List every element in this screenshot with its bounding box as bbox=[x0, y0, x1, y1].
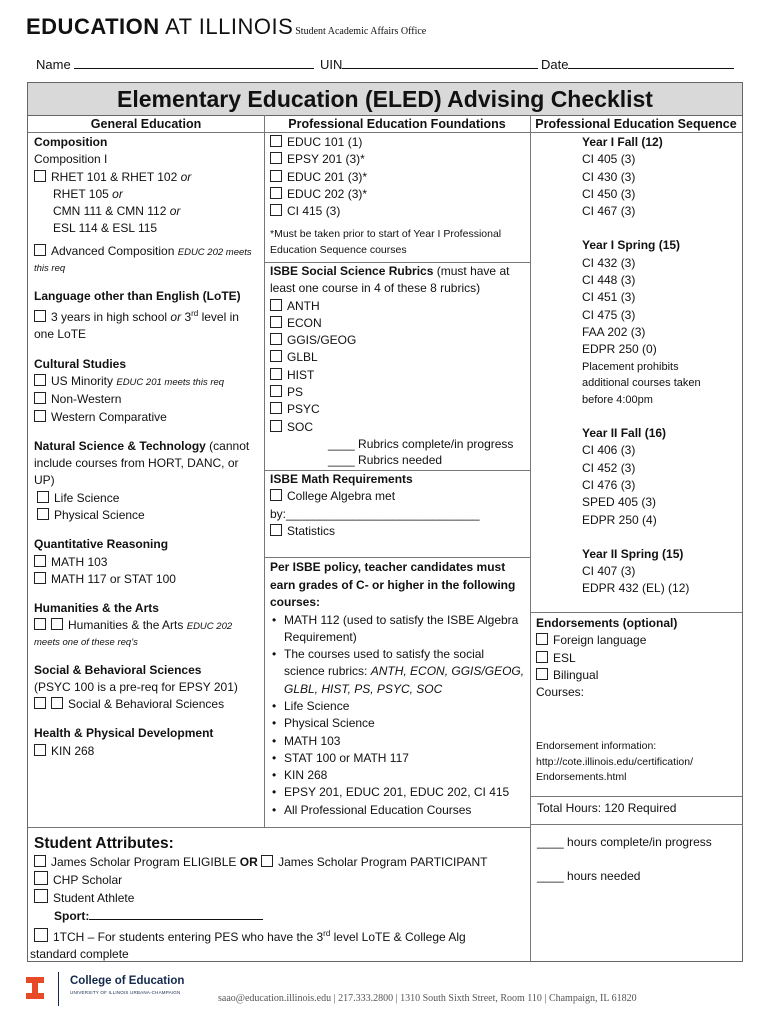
humanities-item[interactable] bbox=[34, 618, 260, 650]
endorse-link[interactable]: http://cote.illinois.edu/certification/ bbox=[536, 755, 693, 768]
adv-comp-note: EDUC 202 meets this req bbox=[34, 246, 252, 274]
course-item: SPED 405 (3) bbox=[582, 495, 657, 510]
checkbox[interactable] bbox=[34, 244, 46, 256]
us-minority-note: EDUC 201 meets this req bbox=[116, 376, 225, 388]
attributes-heading: Student Attributes: bbox=[34, 835, 174, 852]
pef-column bbox=[270, 134, 526, 258]
checkbox[interactable] bbox=[34, 572, 46, 584]
superscript: rd bbox=[191, 309, 199, 319]
pef-course-3[interactable] bbox=[270, 186, 526, 203]
life-sci-label: Life Science bbox=[54, 490, 120, 505]
course-label: CI 415 (3) bbox=[287, 204, 341, 219]
checkbox[interactable] bbox=[270, 402, 282, 414]
list-item: • MATH 112 (used to satisfy the ISBE Algebra Requirement) bbox=[284, 612, 526, 647]
checkbox[interactable] bbox=[34, 871, 48, 885]
checkbox[interactable] bbox=[270, 489, 282, 501]
rubric-item[interactable] bbox=[270, 315, 526, 332]
math-section bbox=[270, 471, 526, 540]
checkbox[interactable] bbox=[536, 651, 548, 663]
stats-item[interactable] bbox=[270, 523, 526, 540]
james-scholar-item[interactable] bbox=[34, 854, 528, 871]
health-heading: Health & Physical Development bbox=[34, 726, 214, 741]
or-text: or bbox=[170, 310, 182, 325]
checkbox[interactable] bbox=[34, 310, 46, 322]
us-minority-label: US Minority bbox=[51, 373, 114, 388]
course-label: EDUC 201 (3)* bbox=[287, 169, 368, 184]
placement-note: Placement prohibits additional courses taken before 4:00pm bbox=[582, 360, 701, 406]
tch-text: 1TCH – For students entering PES who have the 3 bbox=[53, 930, 324, 944]
y2fall-heading: Year II Fall (16) bbox=[582, 426, 667, 441]
endorse-link[interactable]: Endorsements.html bbox=[536, 771, 627, 784]
checkbox[interactable] bbox=[34, 374, 46, 386]
humanities-heading: Humanities & the Arts bbox=[34, 601, 159, 616]
rubric-item[interactable] bbox=[270, 401, 526, 418]
math117-item[interactable] bbox=[34, 571, 260, 588]
endorse-info: Endorsement information: bbox=[536, 740, 657, 753]
college-name: College of Education bbox=[70, 975, 185, 987]
non-western-item[interactable] bbox=[34, 391, 260, 408]
brand-bold: EDUCATION bbox=[26, 14, 160, 39]
name-field[interactable] bbox=[36, 56, 314, 72]
pef-course-1[interactable] bbox=[270, 151, 526, 168]
course-item: CI 405 (3) bbox=[582, 152, 636, 167]
humanities-note: EDUC 202 meets one of these req’s bbox=[34, 620, 233, 648]
checkbox[interactable] bbox=[34, 392, 46, 404]
western-label: Western Comparative bbox=[51, 409, 167, 424]
rubric-label: HIST bbox=[287, 367, 315, 382]
kin-label: KIN 268 bbox=[51, 743, 95, 758]
sport-label: Sport: bbox=[54, 909, 90, 923]
uin-field[interactable] bbox=[320, 56, 538, 72]
course-item: EDPR 432 (EL) (12) bbox=[582, 581, 690, 596]
checkbox[interactable] bbox=[34, 410, 46, 422]
rubrics-note: (must have at least one course in 4 of these 8 rubrics) bbox=[270, 264, 510, 296]
courses-label: Courses: bbox=[536, 685, 585, 700]
western-item[interactable] bbox=[34, 409, 260, 426]
course-item: CI 407 (3) bbox=[582, 564, 636, 579]
rhet105-label: RHET 105 bbox=[53, 186, 109, 201]
chp-item[interactable] bbox=[34, 871, 528, 889]
checkbox[interactable] bbox=[34, 618, 46, 630]
divider bbox=[530, 115, 531, 962]
college-alg-label: College Algebra met bbox=[287, 489, 396, 504]
natsci-heading bbox=[34, 438, 260, 490]
divider bbox=[530, 796, 742, 797]
endorse-label: Foreign language bbox=[553, 633, 647, 648]
checkbox[interactable] bbox=[270, 299, 282, 311]
rhet-item[interactable] bbox=[34, 169, 260, 186]
lote-item[interactable] bbox=[34, 305, 260, 344]
y1spring-heading: Year I Spring (15) bbox=[582, 238, 681, 253]
checkbox[interactable] bbox=[34, 697, 46, 709]
course-label: EPSY 201 (3)* bbox=[287, 152, 365, 167]
col-heading-pef: Professional Education Foundations bbox=[288, 117, 506, 131]
hours-needed: ____ hours needed bbox=[537, 869, 641, 883]
checkbox[interactable] bbox=[536, 668, 548, 680]
list-item: • EPSY 201, EDUC 201, EDUC 202, CI 415 bbox=[284, 784, 526, 801]
phys-sci-item[interactable] bbox=[34, 507, 260, 524]
name-label: Name bbox=[36, 57, 71, 72]
course-item: FAA 202 (3) bbox=[582, 324, 646, 339]
block-i-icon bbox=[26, 977, 44, 999]
endorse-label: ESL bbox=[553, 650, 576, 665]
rubric-item[interactable] bbox=[270, 367, 526, 384]
date-field[interactable] bbox=[541, 56, 734, 72]
list-item: • STAT 100 or MATH 117 bbox=[284, 750, 526, 767]
checkbox[interactable] bbox=[270, 316, 282, 328]
checkbox[interactable] bbox=[270, 204, 282, 216]
checkbox[interactable] bbox=[270, 350, 282, 362]
checkbox[interactable] bbox=[34, 170, 46, 182]
or-text: or bbox=[180, 169, 192, 184]
rubric-label: ANTH bbox=[287, 298, 320, 313]
social-heading: Social & Behavioral Sciences bbox=[34, 662, 202, 677]
course-item: CI 432 (3) bbox=[582, 255, 636, 270]
pes-column bbox=[582, 134, 738, 598]
checkbox[interactable] bbox=[270, 187, 282, 199]
composition-heading: Composition bbox=[34, 135, 108, 149]
policy-section bbox=[270, 559, 526, 819]
rubrics-section bbox=[270, 263, 526, 468]
course-label: EDUC 101 (1) bbox=[287, 135, 363, 149]
course-item: CI 475 (3) bbox=[582, 307, 636, 322]
endorse-label: Bilingual bbox=[553, 667, 599, 682]
math103-label: MATH 103 bbox=[51, 554, 108, 569]
or-text: OR bbox=[239, 855, 258, 869]
social-note: (PSYC 100 is a pre-req for EPSY 201) bbox=[34, 679, 238, 694]
pef-note: *Must be taken prior to start of Year I Professional Education Sequence courses bbox=[270, 228, 502, 257]
sport-line[interactable] bbox=[89, 907, 263, 920]
checkbox[interactable] bbox=[270, 152, 282, 164]
sport-field[interactable] bbox=[34, 907, 528, 925]
list-item: • MATH 103 bbox=[284, 733, 526, 750]
rubric-item[interactable] bbox=[270, 349, 526, 366]
lote-text: 3 years in high school bbox=[51, 310, 168, 325]
total-hours: Total Hours: 120 Required bbox=[537, 801, 677, 815]
page-title: Elementary Education (ELED) Advising Checklist bbox=[28, 83, 742, 116]
athlete-label: Student Athlete bbox=[53, 891, 135, 905]
composition-i: Composition I bbox=[34, 152, 108, 167]
athlete-item[interactable] bbox=[34, 889, 528, 907]
lote-text: level in one LoTE bbox=[34, 310, 239, 342]
humanities-label: Humanities & the Arts bbox=[68, 617, 184, 632]
col-heading-pes: Professional Education Sequence bbox=[535, 117, 737, 131]
attributes-section bbox=[30, 834, 528, 963]
lote-heading: Language other than English (LoTE) bbox=[34, 288, 241, 303]
quant-heading: Quantitative Reasoning bbox=[34, 537, 169, 552]
superscript: rd bbox=[323, 929, 331, 938]
name-line[interactable] bbox=[74, 56, 314, 69]
checkbox[interactable] bbox=[270, 333, 282, 345]
or-text: or bbox=[112, 186, 123, 201]
rubric-label: ECON bbox=[287, 315, 322, 330]
endorse-item[interactable] bbox=[536, 650, 740, 667]
rubric-item[interactable] bbox=[270, 419, 526, 436]
list-item: • Life Science bbox=[284, 698, 526, 715]
course-item: CI 406 (3) bbox=[582, 443, 636, 458]
bullet-text: The courses used to satisfy the social science rubrics: bbox=[284, 647, 485, 679]
divider bbox=[264, 557, 530, 558]
rubric-label: GLBL bbox=[287, 350, 318, 365]
course-item: EDPR 250 (4) bbox=[582, 512, 657, 527]
lote-level: 3 bbox=[184, 310, 192, 325]
endorse-heading: Endorsements (optional) bbox=[536, 616, 678, 630]
brand-light: AT ILLINOIS bbox=[165, 14, 294, 39]
rubrics-title: ISBE Social Science Rubrics bbox=[270, 264, 434, 278]
rubric-item[interactable] bbox=[270, 298, 526, 315]
cmn-option bbox=[34, 203, 260, 220]
checkbox[interactable] bbox=[34, 744, 46, 756]
list-item: • All Professional Education Courses bbox=[284, 802, 526, 819]
js-participant-label: James Scholar Program PARTICIPANT bbox=[278, 855, 488, 869]
rhet-label: RHET 101 & RHET 102 bbox=[51, 169, 178, 184]
checkbox[interactable] bbox=[51, 697, 63, 709]
by-line: by:_____________________________ bbox=[270, 506, 480, 521]
checkbox[interactable] bbox=[34, 928, 48, 942]
checkbox[interactable] bbox=[261, 855, 273, 867]
tch-item[interactable] bbox=[34, 925, 528, 946]
rubric-label: SOC bbox=[287, 419, 314, 434]
esl-option: ESL 114 & ESL 115 bbox=[53, 221, 158, 236]
course-item: EDPR 250 (0) bbox=[582, 342, 657, 357]
gen-ed-column bbox=[34, 134, 260, 760]
checkbox[interactable] bbox=[270, 368, 282, 380]
natsci-title: Natural Science & Technology bbox=[34, 438, 206, 453]
math103-item[interactable] bbox=[34, 554, 260, 571]
rubric-item[interactable] bbox=[270, 332, 526, 349]
y2spring-heading: Year II Spring (15) bbox=[582, 546, 684, 561]
checkbox[interactable] bbox=[270, 170, 282, 182]
life-sci-item[interactable] bbox=[34, 490, 260, 507]
social-label: Social & Behavioral Sciences bbox=[68, 697, 225, 712]
checkbox[interactable] bbox=[37, 491, 49, 503]
date-label: Date bbox=[541, 57, 569, 72]
logo-divider bbox=[58, 972, 59, 1006]
math117-label: MATH 117 or STAT 100 bbox=[51, 571, 176, 586]
checkbox[interactable] bbox=[34, 855, 46, 867]
course-label: EDUC 202 (3)* bbox=[287, 186, 368, 201]
course-item: CI 467 (3) bbox=[582, 204, 636, 219]
checkbox[interactable] bbox=[270, 524, 282, 536]
list-item: • KIN 268 bbox=[284, 767, 526, 784]
uin-label: UIN bbox=[320, 57, 343, 72]
pef-course-2[interactable] bbox=[270, 169, 526, 186]
brand-header bbox=[26, 14, 426, 40]
endorse-item[interactable] bbox=[536, 667, 740, 684]
uin-line[interactable] bbox=[342, 56, 538, 69]
course-item: CI 476 (3) bbox=[582, 477, 636, 492]
or-text: or bbox=[169, 204, 181, 219]
cmn-label: CMN 111 & CMN 112 bbox=[53, 204, 167, 219]
social-item[interactable] bbox=[34, 696, 260, 713]
checkbox[interactable] bbox=[34, 555, 46, 567]
rubric-item[interactable] bbox=[270, 384, 526, 401]
policy-list bbox=[270, 612, 526, 820]
course-item: CI 452 (3) bbox=[582, 460, 636, 475]
checkbox[interactable] bbox=[270, 385, 282, 397]
hours-complete: ____ hours complete/in progress bbox=[537, 835, 712, 849]
phys-sci-label: Physical Science bbox=[54, 508, 145, 523]
college-sub: UNIVERSITY OF ILLINOIS URBANA-CHAMPAIGN bbox=[70, 990, 181, 995]
footer-contact: saao@education.illinois.edu | 217.333.2800 | 1310 South Sixth Street, Room 110 | Champaign, IL 61820 bbox=[218, 993, 637, 1004]
college-alg-item[interactable] bbox=[270, 488, 526, 505]
adv-comp-item[interactable] bbox=[34, 244, 260, 276]
policy-text: Per ISBE policy, teacher candidates must earn grades of C- or higher in the following courses: bbox=[270, 560, 516, 609]
course-item: CI 448 (3) bbox=[582, 273, 636, 288]
stats-label: Statistics bbox=[287, 523, 336, 538]
col-heading-gen-ed: General Education bbox=[90, 117, 202, 131]
tch-text: level LoTE & College Alg bbox=[333, 930, 466, 944]
rubrics-heading bbox=[270, 263, 526, 298]
divider bbox=[530, 824, 742, 825]
checkbox[interactable] bbox=[270, 420, 282, 432]
endorse-item[interactable] bbox=[536, 632, 740, 649]
rubric-label: GGIS/GEOG bbox=[287, 333, 357, 348]
rhet105-option bbox=[34, 186, 260, 203]
checkbox[interactable] bbox=[536, 633, 548, 645]
pef-course-4[interactable] bbox=[270, 203, 526, 220]
divider bbox=[264, 115, 265, 827]
course-item: CI 450 (3) bbox=[582, 186, 636, 201]
kin-item[interactable] bbox=[34, 743, 260, 760]
non-western-label: Non-Western bbox=[51, 392, 122, 407]
date-line[interactable] bbox=[568, 56, 734, 69]
checkbox[interactable] bbox=[51, 618, 63, 630]
course-item: CI 430 (3) bbox=[582, 169, 636, 184]
rubrics-complete: ____ Rubrics complete/in progress bbox=[328, 436, 514, 451]
checkbox[interactable] bbox=[37, 508, 49, 520]
cultural-heading: Cultural Studies bbox=[34, 356, 127, 371]
math-heading: ISBE Math Requirements bbox=[270, 472, 413, 486]
pef-course-0[interactable] bbox=[270, 134, 526, 151]
adv-comp-label: Advanced Composition bbox=[51, 243, 175, 258]
rubric-label: PS bbox=[287, 385, 304, 400]
y1fall-heading: Year I Fall (12) bbox=[582, 135, 663, 149]
us-minority-item[interactable] bbox=[34, 373, 260, 391]
list-item: • Physical Science bbox=[284, 715, 526, 732]
divider bbox=[530, 612, 742, 613]
list-item bbox=[284, 646, 526, 698]
divider bbox=[28, 827, 530, 828]
natsci-note: (cannot include courses from HORT, DANC, or UP) bbox=[34, 438, 250, 488]
bullet-italic: ANTH, ECON, GGIS/GEOG, GLBL, HIST, PS, PSYC, SOC bbox=[284, 664, 525, 696]
rubrics-needed: ____ Rubrics needed bbox=[328, 453, 443, 468]
checkbox[interactable] bbox=[34, 889, 48, 903]
rubric-label: PSYC bbox=[287, 402, 320, 417]
course-item: CI 451 (3) bbox=[582, 290, 636, 305]
chp-label: CHP Scholar bbox=[53, 873, 123, 887]
office-name: Student Academic Affairs Office bbox=[295, 26, 427, 37]
js-eligible-label: James Scholar Program ELIGIBLE bbox=[51, 855, 237, 869]
checkbox[interactable] bbox=[270, 135, 282, 147]
endorse-section bbox=[536, 615, 740, 786]
tch-text-cont: standard complete bbox=[30, 947, 129, 961]
